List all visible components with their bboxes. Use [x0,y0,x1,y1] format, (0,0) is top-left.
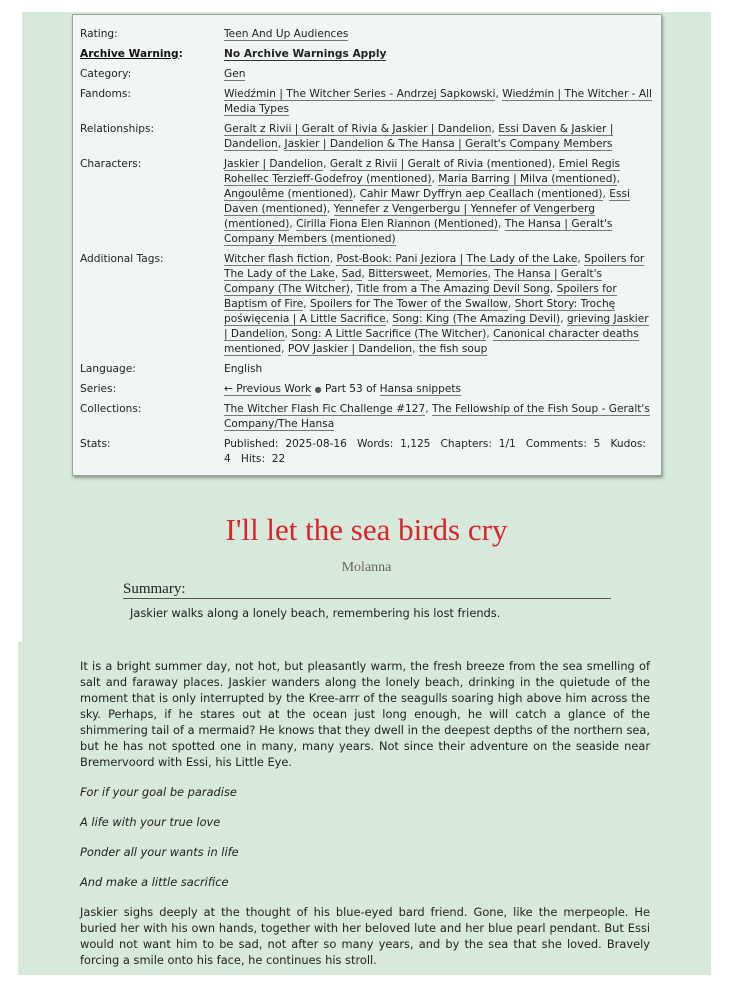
rating-row [80,27,653,42]
relationships-label: Relationships: [80,123,155,135]
paragraph: It is a bright summer day, not hot, but pleasantly warm, the fresh breeze from the sea smelling of salt and faraway places. Jaskier wanders along the lonely beach, drinking in the quietude of the moment that is only interrupted by the Kree-arrr of the seagulls soaring high above him across the sky. Perhaps, if he stares out at the ocean just long enough, he will catch a glance of the shimmering tail of a mermaid? He knows that they dwell in the deepest depths of the northern sea, but he has not spotted one in many, many years. Not since their adventure on the seaside near Bremervoord with Essi, his Little Eye. [80,659,650,769]
tag-link[interactable]: Essi Daven (mentioned) [224,188,630,215]
verse-line: A life with your true love [80,815,221,829]
fandoms-list: Wiedźmin | The Witcher Series - Andrzej Sapkowski, Wiedźmin | The Witcher - All Media Types [224,88,653,115]
published-value: 2025-08-16 [285,438,347,450]
tags-list: Witcher flash fiction, Post-Book: Pani Jeziora | The Lady of the Lake, Spoilers for The Lady of the Lake, Sad, Bittersweet, Memories, The Hansa | Geralt's Company (The Witcher), Title from a The Amazing Devil Song, Spoilers for Baptism of Fire, Spoilers for The Tower of the Swallow, Short Story: Trochę poświęcenia | A Little Sacrifice, Song: King (The Amazing Devil), grieving Jaskier | Dandelion, Song: A Little Sacrifice (The Witcher), Canonical character deaths mentioned, POV Jaskier | Dandelion, the fish soup [224,253,649,355]
characters-label: Characters: [80,158,142,170]
relationships-list: Geralt z Rivii | Geralt of Rivia & Jaskier | Dandelion, Essi Daven & Jaskier | Dandelion, Jaskier | Dandelion & The Hansa | Geralt's Company Members [224,123,614,150]
warning-row [80,47,653,62]
tag-link[interactable]: Spoilers for The Lady of the Lake [224,253,645,280]
kudos-label: Kudos: [610,438,646,450]
tag-link[interactable]: Song: King (The Amazing Devil) [392,313,561,325]
category-row [80,67,653,82]
kudos-value: 4 [224,453,231,465]
paragraph: Jaskier sighs deeply at the thought of his blue-eyed bard friend. Gone, like the merpeople. He buried her with his own hands, together with her beloved lute and her blue pearl pendant. But Essi would not want him to be sad, not after so many years, and by the sea that she loved. Bravely forcing a smile onto his face, he continues his stroll. [80,905,650,967]
tag-link[interactable]: POV Jaskier | Dandelion [287,343,413,355]
series-link[interactable]: Hansa snippets [379,383,462,395]
tag-link[interactable]: Bittersweet [368,268,430,280]
words-label: Words: [357,438,394,450]
tag-link[interactable]: The Hansa | Geralt's Company (The Witcher) [224,268,603,295]
verse-line: And make a little sacrifice [80,875,229,889]
warning-label: Archive Warning [80,48,179,60]
tag-link[interactable]: the fish soup [418,343,488,355]
collection-link-1[interactable]: The Witcher Flash Fic Challenge #127 [224,403,426,415]
comments-value: 5 [593,438,601,450]
warning-tag[interactable]: No Archive Warnings Apply [224,48,387,60]
fandoms-row [80,87,653,117]
stats-values [224,437,653,467]
series-part: Part 53 of [324,383,377,395]
characters-row [80,157,653,247]
language-value: English [224,363,263,375]
tag-link[interactable]: Canonical character deaths mentioned [224,328,639,355]
collection-link-2[interactable]: The Fellowship of the Fish Soup - Geralt's Company/The Hansa [224,403,650,430]
tag-link[interactable]: Title from a The Amazing Devil Song [356,283,550,295]
hits-value: 22 [271,453,286,465]
tags-label: Additional Tags: [80,253,164,265]
tag-link[interactable]: Emiel Regis Rohellec Terzieff-Godefroy (mentioned) [224,158,621,185]
comments-label: Comments: [525,438,587,450]
tag-link[interactable]: Spoilers for Baptism of Fire [224,283,617,310]
series-bullet-icon: ● [314,385,322,394]
summary-heading: Summary: [123,580,611,599]
tag-link[interactable]: Witcher flash fiction [224,253,330,265]
characters-list: Jaskier | Dandelion, Geralt z Rivii | Geralt of Rivia (mentioned), Emiel Regis Rohellec Terzieff-Godefroy (mentioned), Maria Barring | Milva (mentioned), Angoulême (mentioned), Cahir Mawr Dyffryn aep Ceallach (mentioned), Essi Daven (mentioned), Yennefer z Vengerbergu | Yennefer of Vengerberg (mentioned), Cirilla Fiona Elen Riannon (Mentioned), The Hansa | Geralt's Company Members (mentioned) [224,158,630,245]
tag-link[interactable]: Song: A Little Sacrifice (The Witcher) [291,328,487,340]
work-title: I'll let the sea birds cry [225,512,508,547]
tag-link[interactable]: Wiedźmin | The Witcher Series - Andrzej Sapkowski [224,88,496,100]
work-text [80,658,650,982]
language-row [80,362,653,377]
tag-link[interactable]: Geralt z Rivii | Geralt of Rivia & Jaskier | Dandelion [224,123,492,135]
tag-link[interactable]: Maria Barring | Milva (mentioned) [438,173,617,185]
tags-row [80,252,653,357]
tag-link[interactable]: Geralt z Rivii | Geralt of Rivia (mentioned) [329,158,552,170]
stats-label: Stats: [80,438,111,450]
warning-colon: : [178,48,183,60]
stats-row [80,437,653,467]
tag-link[interactable]: Jaskier | Dandelion & The Hansa | Geralt's Company Members [284,138,613,150]
tag-link[interactable]: Post-Book: Pani Jeziora | The Lady of the Lake [336,253,578,265]
tag-link[interactable]: Yennefer z Vengerbergu | Yennefer of Vengerberg (mentioned) [224,203,595,230]
tag-link[interactable]: Short Story: Trochę poświęcenia | A Little Sacrifice [224,298,616,325]
series-label: Series: [80,383,117,395]
work-meta [72,14,662,476]
chapters-label: Chapters: [440,438,492,450]
collections-label: Collections: [80,403,142,415]
verse-line: For if your goal be paradise [80,785,237,799]
words-value: 1,125 [400,438,431,450]
tag-link[interactable]: Sad [341,268,362,280]
hits-label: Hits: [240,453,266,465]
summary-text: Jaskier walks along a lonely beach, remembering his lost friends. [130,606,501,620]
rating-tag[interactable]: Teen And Up Audiences [224,28,349,40]
tag-link[interactable]: The Hansa | Geralt's Company Members (mentioned) [224,218,613,245]
published-label: Published: [224,438,279,450]
tag-link[interactable]: grieving Jaskier | Dandelion [224,313,649,340]
collections-row: Collections: The Witcher Flash Fic Challenge #127, The Fellowship of the Fish Soup - Geralt's Company/The Hansa [80,403,650,430]
tag-link[interactable]: Spoilers for The Tower of the Swallow [310,298,508,310]
tag-link[interactable]: Memories [435,268,488,280]
category-label: Category: [80,68,132,80]
rating-label: Rating: [80,28,118,40]
previous-work-link[interactable]: ← Previous Work [224,383,312,395]
language-label: Language: [80,363,136,375]
series-row [80,382,653,397]
verse-line: Ponder all your wants in life [80,845,239,859]
tag-link[interactable]: Cirilla Fiona Elen Riannon (Mentioned) [296,218,499,230]
chapters-value: 1/1 [498,438,516,450]
tag-link[interactable]: Jaskier | Dandelion [224,158,324,170]
tag-link[interactable]: Angoulême (mentioned) [224,188,353,200]
work-author[interactable]: Molanna [341,560,392,575]
relationships-row [80,122,653,152]
tag-link[interactable]: Wiedźmin | The Witcher - All Media Types [224,88,653,115]
category-tag[interactable]: Gen [224,68,246,80]
tag-link[interactable]: Cahir Mawr Dyffryn aep Ceallach (mentioned) [359,188,603,200]
fandoms-label: Fandoms: [80,88,131,100]
tag-link[interactable]: Essi Daven & Jaskier | Dandelion [224,123,614,150]
